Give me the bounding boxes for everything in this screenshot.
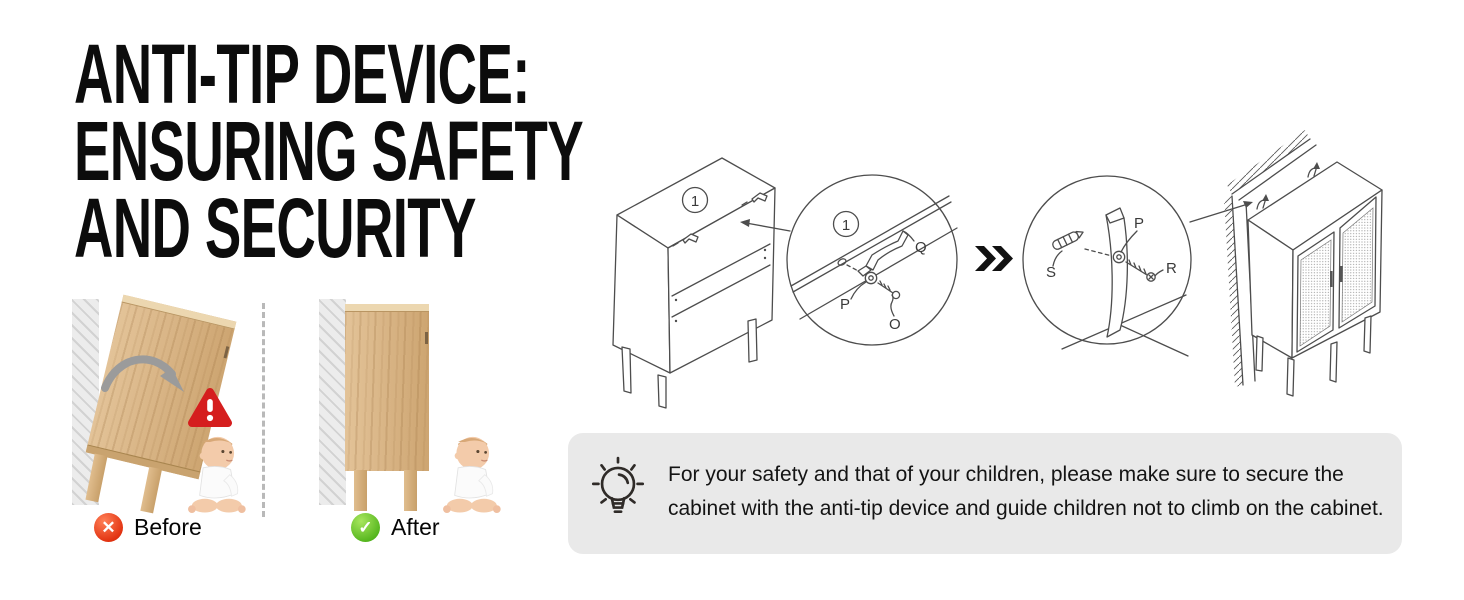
after-caption <box>351 513 440 542</box>
part-label-s: S <box>1046 264 1057 281</box>
safety-note-line-1: For your safety and that of your children, please make sure to secure the <box>668 463 1344 486</box>
lightbulb-icon <box>589 453 647 523</box>
after-secured-cabinet <box>345 304 429 471</box>
door-handle <box>1330 271 1333 287</box>
step-number: 1 <box>841 217 851 234</box>
part-label-o: O <box>889 316 901 333</box>
safety-note-line-2: cabinet with the anti-tip device and guide children not to climb on the cabinet. <box>668 497 1384 520</box>
baby-image <box>176 430 256 516</box>
before-after-divider <box>262 303 265 517</box>
washer-icon <box>865 272 876 283</box>
wall-mounted-cabinet-diagram <box>1190 130 1382 396</box>
safety-note <box>568 433 1402 554</box>
detail-circle-1 <box>787 175 957 345</box>
before-label: Before <box>134 514 202 540</box>
door-handle <box>1340 266 1343 282</box>
cabinet-handle <box>224 346 230 358</box>
part-label-q: Q <box>915 239 927 256</box>
safety-note-text <box>668 458 1384 526</box>
washer-icon <box>1113 251 1124 262</box>
cabinet-leg <box>354 470 367 511</box>
installation-diagram <box>565 115 1460 435</box>
warning-triangle-icon <box>187 386 233 430</box>
baby-image <box>431 430 511 516</box>
headline-line-2: ENSURING SAFETY <box>74 104 584 198</box>
part-label-p: P <box>840 296 851 313</box>
headline-line-3: AND SECURITY <box>74 181 476 275</box>
detail-circle-2 <box>1023 176 1191 356</box>
wall-hatching <box>1227 130 1310 194</box>
tip-direction-arrow-icon <box>100 348 192 406</box>
next-step-chevrons-icon <box>975 246 1013 271</box>
cabinet-top-edge <box>345 304 429 312</box>
cabinet-leg <box>140 467 162 514</box>
check-icon: ✓ <box>351 513 380 542</box>
cabinet-back-diagram <box>613 158 790 408</box>
step-number: 1 <box>690 193 700 210</box>
cabinet-leg <box>404 470 417 511</box>
headline-line-1: ANTI-TIP DEVICE: <box>74 27 530 121</box>
cross-icon: ✕ <box>94 513 123 542</box>
part-label-p2: P <box>1134 215 1145 232</box>
after-label: After <box>391 514 440 540</box>
after-wall <box>319 299 346 505</box>
part-label-r: R <box>1166 260 1177 277</box>
cabinet-top-edge <box>122 295 237 330</box>
before-caption <box>94 513 202 542</box>
pointer-arrow-icon <box>1243 201 1253 208</box>
cabinet-handle <box>425 332 428 344</box>
